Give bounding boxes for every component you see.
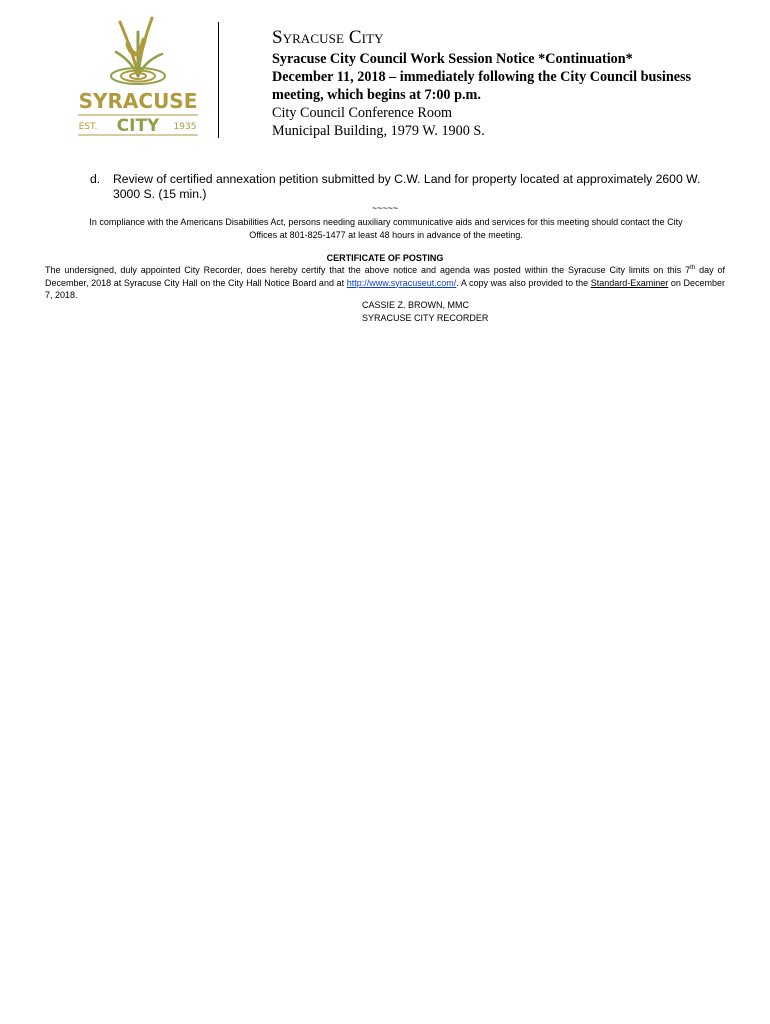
certificate-text-3: . A copy was also provided to the [456, 277, 591, 288]
certificate-text-1: The undersigned, duly appointed City Recorder, does hereby certify that the above notice and agenda was posted within the Syracuse City limits on this 7 [45, 265, 691, 275]
agenda-item-line-2: 3000 S. (15 min.) [113, 187, 207, 201]
ada-notice [48, 216, 724, 242]
agenda-item-line-1: Review of certified annexation petition submitted by C.W. Land for property located at approximately 2600 W. [113, 172, 701, 186]
logo-est-label: EST. [78, 122, 98, 132]
ada-notice-line-1: In compliance with the Americans Disabilities Act, persons needing auxiliary communicative aids and services for this meeting should contact the City [89, 217, 683, 227]
signature-block [362, 299, 488, 324]
notice-title-line-2: December 11, 2018 – immediately following the City Council business [272, 69, 692, 85]
meeting-room: City Council Conference Room [272, 105, 453, 121]
newspaper-name: Standard-Examiner [590, 277, 669, 288]
syracuse-city-logo [72, 14, 204, 138]
ada-notice-line-2: Offices at 801-825-1477 at least 48 hours in advance of the meeting. [249, 230, 523, 240]
agenda-item-letter: d. [90, 172, 101, 186]
page-title: Syracuse City [272, 27, 384, 48]
section-separator: ~~~~~ [371, 203, 399, 213]
logo-wordmark: SYRACUSE [78, 89, 198, 113]
notice-title-line-3: meeting, which begins at 7:00 p.m. [272, 87, 481, 103]
cattail-icon [111, 18, 165, 84]
certificate-heading: CERTIFICATE OF POSTING [326, 253, 444, 263]
certificate-text-2: day of December, 2018 at Syracuse City Hall on the City Hall Notice Board and at [45, 265, 725, 288]
recorder-title: SYRACUSE CITY RECORDER [362, 312, 489, 323]
recorder-name: CASSIE Z. BROWN, MMC [362, 300, 470, 310]
agenda-item-d [90, 172, 730, 202]
certificate-text-4: on December 7, 2018. [45, 277, 725, 300]
header-divider [218, 22, 219, 138]
city-website-link[interactable]: http://www.syracuseut.com/ [346, 277, 457, 288]
logo-city-word: CITY [116, 116, 160, 136]
notice-title-line-1: Syracuse City Council Work Session Notice *Continuation* [272, 51, 633, 67]
certificate-text [45, 264, 725, 302]
logo-year: 1935 [173, 122, 197, 132]
certificate-day-suffix: th [690, 265, 696, 271]
meeting-building: Municipal Building, 1979 W. 1900 S. [272, 123, 485, 139]
notice-header [272, 26, 742, 140]
